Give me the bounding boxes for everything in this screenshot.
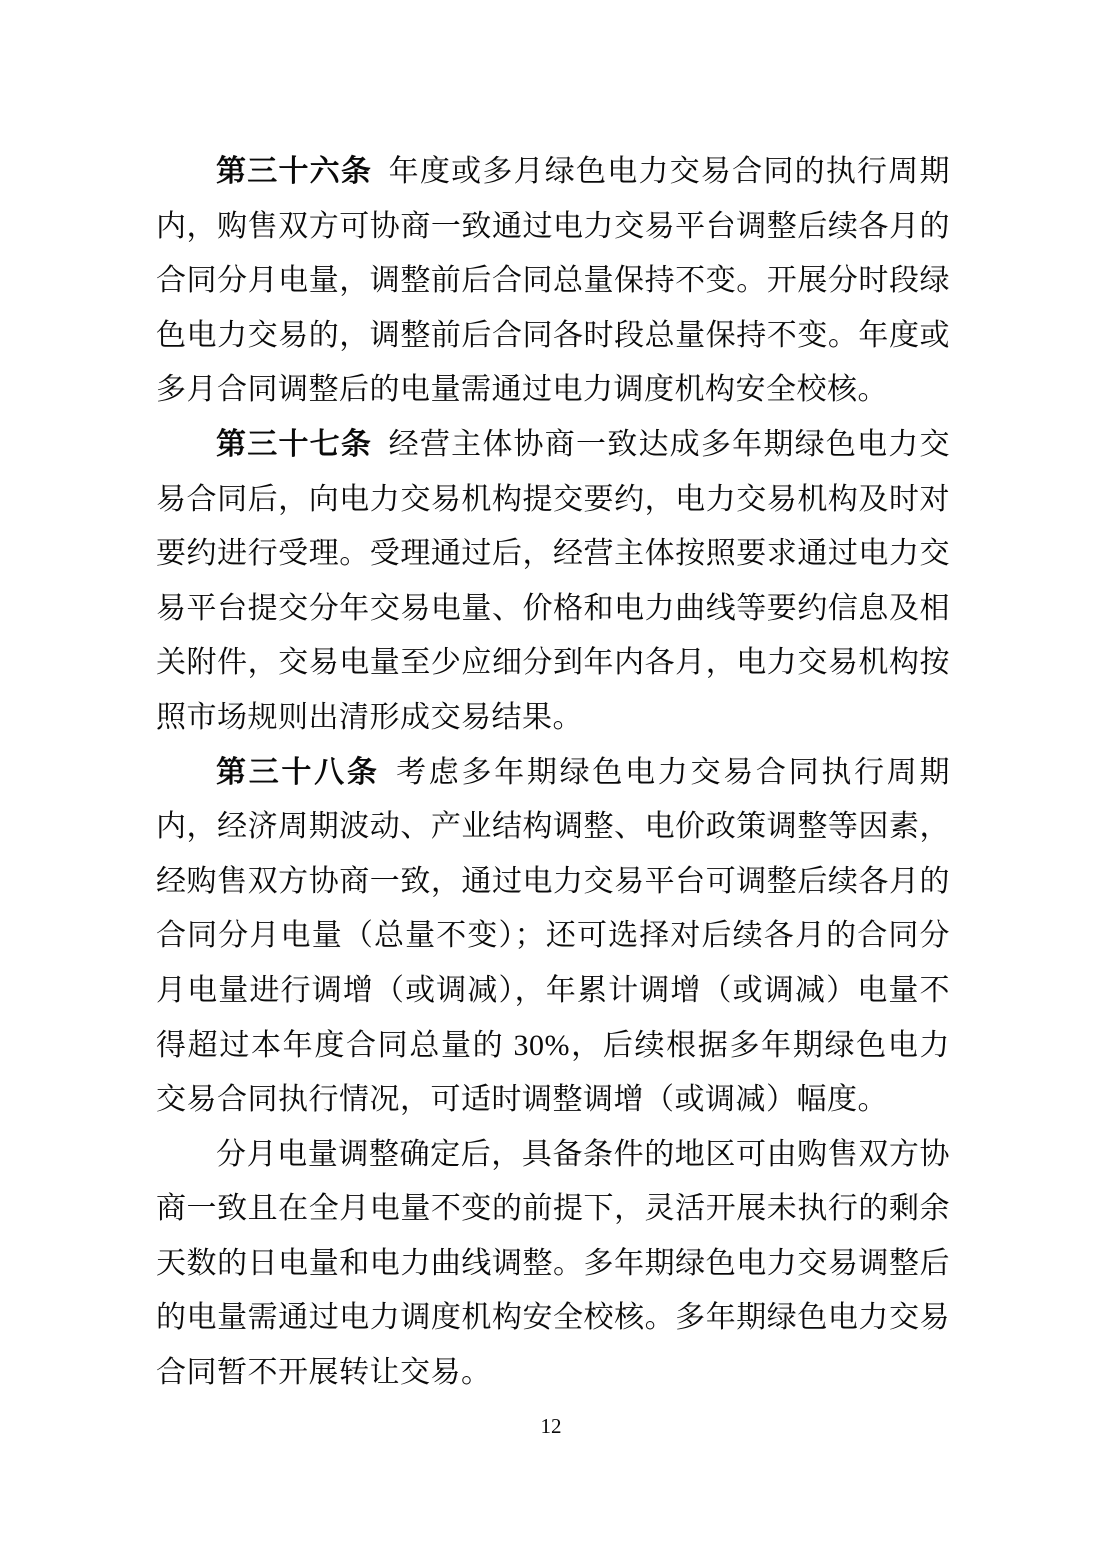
- article-38-paragraph: [156, 746, 950, 1128]
- article-38-heading: 第三十八条: [216, 755, 380, 789]
- article-36-paragraph: [156, 145, 950, 418]
- article-36-text: 年度或多月绿色电力交易合同的执行周期内，购售双方可协商一致通过电力交易平台调整后续各月的合同分月电量，调整前后合同总量保持不变。开展分时段绿色电力交易的，调整前后合同各时段总量保持不变。年度或多月合同调整后的电量需通过电力调度机构安全校核。: [156, 155, 951, 407]
- document-body: [156, 145, 950, 1401]
- article-37-paragraph: [156, 418, 950, 746]
- article-36-heading: 第三十六条: [216, 155, 373, 188]
- article-38-text: 考虑多年期绿色电力交易合同执行周期内，经济周期波动、产业结构调整、电价政策调整等因素，经购售双方协商一致，通过电力交易平台可调整后续各月的合同分月电量（总量不变）；还可选择对后续各月的合同分月电量进行调增（或调减），年累计调增（或调减）电量不得超过本年度合同总量的 30%，后续根据多年期绿色电力交易合同执行情况，可适时调整调增（或调减）幅度。: [156, 755, 951, 1117]
- continuation-paragraph: [156, 1128, 950, 1401]
- page-number: 12: [540, 1414, 562, 1438]
- article-37-heading: 第三十七条: [216, 427, 373, 461]
- article-37-text: 经营主体协商一致达成多年期绿色电力交易合同后，向电力交易机构提交要约，电力交易机构及时对要约进行受理。受理通过后，经营主体按照要求通过电力交易平台提交分年交易电量、价格和电力曲线等要约信息及相关附件，交易电量至少应细分到年内各月，电力交易机构按照市场规则出清形成交易结果。: [156, 427, 951, 734]
- continuation-text: 分月电量调整确定后，具备条件的地区可由购售双方协商一致且在全月电量不变的前提下，灵活开展未执行的剩余天数的日电量和电力曲线调整。多年期绿色电力交易调整后的电量需通过电力调度机构安全校核。多年期绿色电力交易合同暂不开展转让交易。: [156, 1137, 950, 1390]
